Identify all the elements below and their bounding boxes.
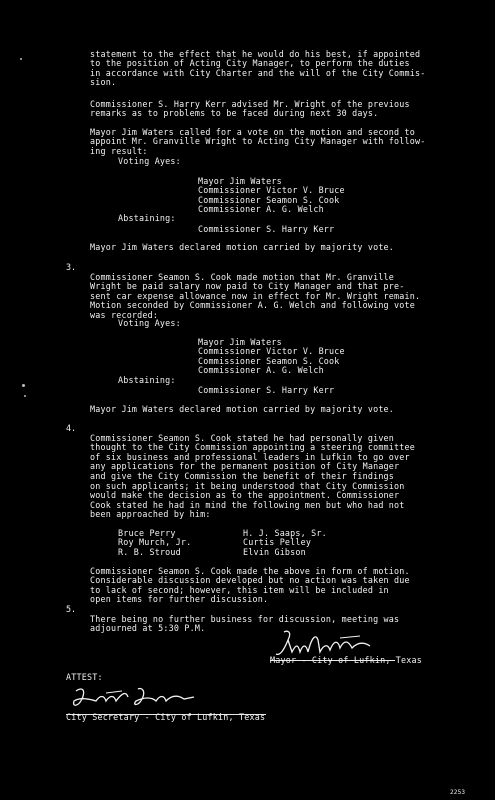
text-line: sent car expense allowance now in effect for Mr. Wright remain. xyxy=(90,290,421,301)
scan-speck xyxy=(20,58,22,60)
secretary-signature xyxy=(66,683,206,713)
voting-ayes-list xyxy=(198,167,345,225)
text-line: to the position of Acting City Manager, to perform the duties xyxy=(90,58,410,69)
text-line: Mayor Jim Waters called for a vote on the motion and second to xyxy=(90,126,416,137)
text-line: in accordance with City Charter and the will of the City Commis- xyxy=(90,67,426,78)
voter-name: Mayor Jim Waters xyxy=(198,336,282,347)
item-number: 5. xyxy=(66,604,77,614)
voter-name: Commissioner Victor V. Bruce xyxy=(198,185,345,196)
voting-ayes-list xyxy=(198,328,345,386)
scan-speck xyxy=(24,395,26,397)
text-line: Cook stated he had in mind the following men but who had not xyxy=(90,499,405,510)
item-number: 3. xyxy=(66,262,77,272)
vote-result: Mayor Jim Waters declared motion carried by majority vote. xyxy=(90,242,395,252)
intro-paragraph xyxy=(90,40,426,98)
item-4-paragraph xyxy=(90,424,415,530)
text-line: been approached by him: xyxy=(90,509,211,520)
text-line: of six business and professional leaders in Lufkin to go over xyxy=(90,451,410,462)
abstaining-label: Abstaining: xyxy=(118,213,176,223)
committee-name: Elvin Gibson xyxy=(243,546,306,557)
text-line: Commissioner S. Harry Kerr advised Mr. Wright of the previous xyxy=(90,98,410,109)
voter-name: Commissioner A. G. Welch xyxy=(198,365,324,376)
text-line: ing result: xyxy=(90,145,148,156)
text-line: on such applicants; it being understood that City Commission xyxy=(90,480,405,491)
voter-name: Commissioner Seamon S. Cook xyxy=(198,355,340,366)
committee-name: H. J. Saaps, Sr. xyxy=(243,527,327,538)
text-line: remarks as to problems to be faced during next 30 days. xyxy=(90,108,379,119)
voting-ayes-label: Voting Ayes: xyxy=(118,318,181,328)
voter-name: Commissioner Seamon S. Cook xyxy=(198,194,340,205)
secretary-title: City Secretary - City of Lufkin, Texas xyxy=(66,712,266,722)
committee-name: Roy Murch, Jr. xyxy=(118,537,192,548)
text-line: to lack of second; however, this item will be included in xyxy=(90,584,389,595)
text-line: Commissioner Seamon S. Cook made the above in form of motion. xyxy=(90,565,410,576)
text-line: thought to the City Commission appointing a steering committee xyxy=(90,442,416,453)
attest-label: ATTEST: xyxy=(66,672,103,682)
scan-speck xyxy=(22,384,25,387)
text-line: would make the decision as to the appointment. Commissioner xyxy=(90,490,400,501)
text-line: Commissioner Seamon S. Cook stated he had personally given xyxy=(90,432,395,443)
committee-name: Bruce Perry xyxy=(118,527,176,538)
text-line: was recorded: xyxy=(90,309,159,320)
text-line: Motion seconded by Commissioner A. G. Welch and following vote xyxy=(90,300,416,311)
text-line: Considerable discussion developed but no action was taken due xyxy=(90,575,410,586)
mayor-title: Mayor - City of Lufkin, Texas xyxy=(270,655,423,665)
committee-name: Curtis Pelley xyxy=(243,537,312,548)
text-line: adjourned at 5:30 P.M. xyxy=(90,623,206,634)
text-line: open items for further discussion. xyxy=(90,594,269,605)
committee-name: R. B. Stroud xyxy=(118,546,181,557)
abstaining-name: Commissioner S. Harry Kerr xyxy=(198,385,335,395)
text-line: Commissioner Seamon S. Cook made motion that Mr. Granville xyxy=(90,271,395,282)
text-line: appoint Mr. Granville Wright to Acting City Manager with follow- xyxy=(90,136,426,147)
text-line: Wright be paid salary now paid to City Manager and that pre- xyxy=(90,281,405,292)
text-line: statement to the effect that he would do his best, if appointed xyxy=(90,48,421,59)
text-line: There being no further business for discussion, meeting was xyxy=(90,613,400,624)
voter-name: Commissioner A. G. Welch xyxy=(198,204,324,215)
page-mark: 2253 xyxy=(450,789,466,796)
item-number: 4. xyxy=(66,423,77,433)
voter-name: Mayor Jim Waters xyxy=(198,175,282,186)
voting-ayes-label: Voting Ayes: xyxy=(118,156,181,166)
abstaining-name: Commissioner S. Harry Kerr xyxy=(198,224,335,234)
text-line: and give the City Commission the benefit of their findings xyxy=(90,470,395,481)
vote-result: Mayor Jim Waters declared motion carried by majority vote. xyxy=(90,404,395,414)
abstaining-label: Abstaining: xyxy=(118,375,176,385)
text-line: any applications for the permanent position of City Manager xyxy=(90,461,400,472)
text-line: sion. xyxy=(90,77,117,88)
voter-name: Commissioner Victor V. Bruce xyxy=(198,346,345,357)
